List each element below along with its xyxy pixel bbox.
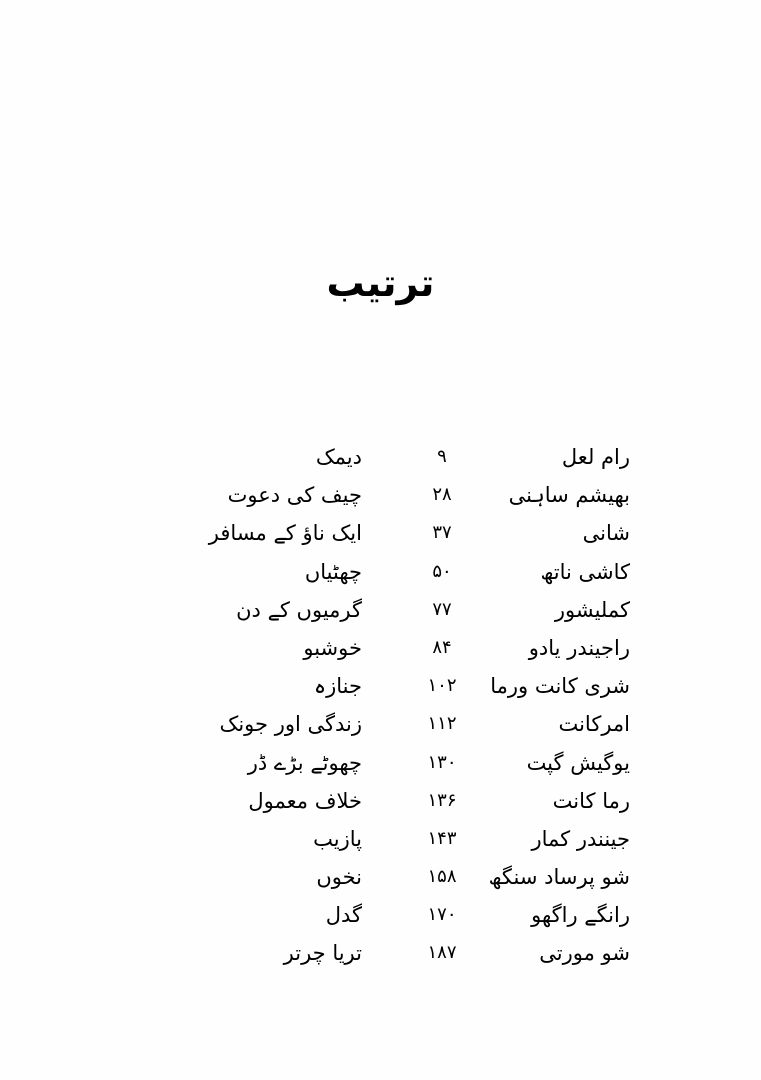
author-name: کاشی ناتھ <box>540 559 630 584</box>
story-title: زندگی اور جونک <box>219 712 362 737</box>
toc-row <box>210 595 630 633</box>
toc-row <box>210 862 630 900</box>
author-name: کملیشور <box>554 597 630 622</box>
page-number: ۵۰ <box>432 560 452 582</box>
story-title: ایک ناؤ کے مسافر <box>208 521 362 546</box>
toc-row <box>210 633 630 671</box>
story-title: گرمیوں کے دن <box>236 597 362 622</box>
toc-row <box>210 786 630 824</box>
page-title: ترتیب <box>326 261 435 305</box>
story-title: نخوں <box>316 865 362 890</box>
page-number: ۲۸ <box>432 484 452 506</box>
story-title: خوشبو <box>303 635 362 660</box>
page-number: ۸۴ <box>432 636 452 658</box>
author-name: رما کانت <box>552 788 630 813</box>
toc-row <box>210 557 630 595</box>
page-number: ۱۸۷ <box>427 942 457 964</box>
toc-row <box>210 938 630 976</box>
page-number: ۹ <box>437 446 447 467</box>
page-number: ۱۴۳ <box>427 827 457 849</box>
author-name: راجیندر یادو <box>528 635 630 660</box>
author-name: رام لعل <box>561 445 630 469</box>
author-name: یوگیش گپت <box>526 750 630 775</box>
toc-row <box>210 709 630 747</box>
story-title: جنازہ <box>313 674 362 699</box>
author-name: بھیشم ساہنی <box>508 483 630 508</box>
page-number: ۳۷ <box>432 522 452 544</box>
author-name: شو مورتی <box>539 941 630 966</box>
page-number: ۱۳۶ <box>427 789 457 811</box>
toc-row <box>210 824 630 862</box>
page-number: ۱۱۲ <box>427 713 457 735</box>
story-title: تریا چرتر <box>283 941 362 966</box>
toc-row <box>210 671 630 709</box>
author-name: امرکانت <box>558 712 630 737</box>
story-title: دیمک <box>315 445 362 469</box>
toc-row <box>210 518 630 556</box>
page-number: ۱۰۲ <box>427 675 457 697</box>
page-number: ۱۷۰ <box>427 904 457 926</box>
page-number: ۷۷ <box>432 598 452 620</box>
story-title: پازیب <box>313 826 362 851</box>
story-title: چھوٹے بڑے ڈر <box>247 750 362 775</box>
author-name: شو پرساد سنگھ <box>488 865 630 890</box>
table-of-contents <box>210 442 630 982</box>
story-title: خلاف معمول <box>248 788 362 813</box>
story-title: چیف کی دعوت <box>227 483 362 508</box>
author-name: رانگے راگھو <box>531 903 630 928</box>
toc-row <box>210 900 630 938</box>
author-name: شری کانت ورما <box>490 674 630 699</box>
page-number: ۱۳۰ <box>427 751 457 773</box>
author-name: شانی <box>582 521 630 546</box>
toc-row <box>210 442 630 480</box>
toc-row <box>210 480 630 518</box>
page-number: ۱۵۸ <box>427 866 457 888</box>
story-title: چھٹیاں <box>304 559 362 584</box>
author-name: جینندر کمار <box>531 826 630 851</box>
toc-row <box>210 748 630 786</box>
story-title: گدل <box>325 903 362 928</box>
